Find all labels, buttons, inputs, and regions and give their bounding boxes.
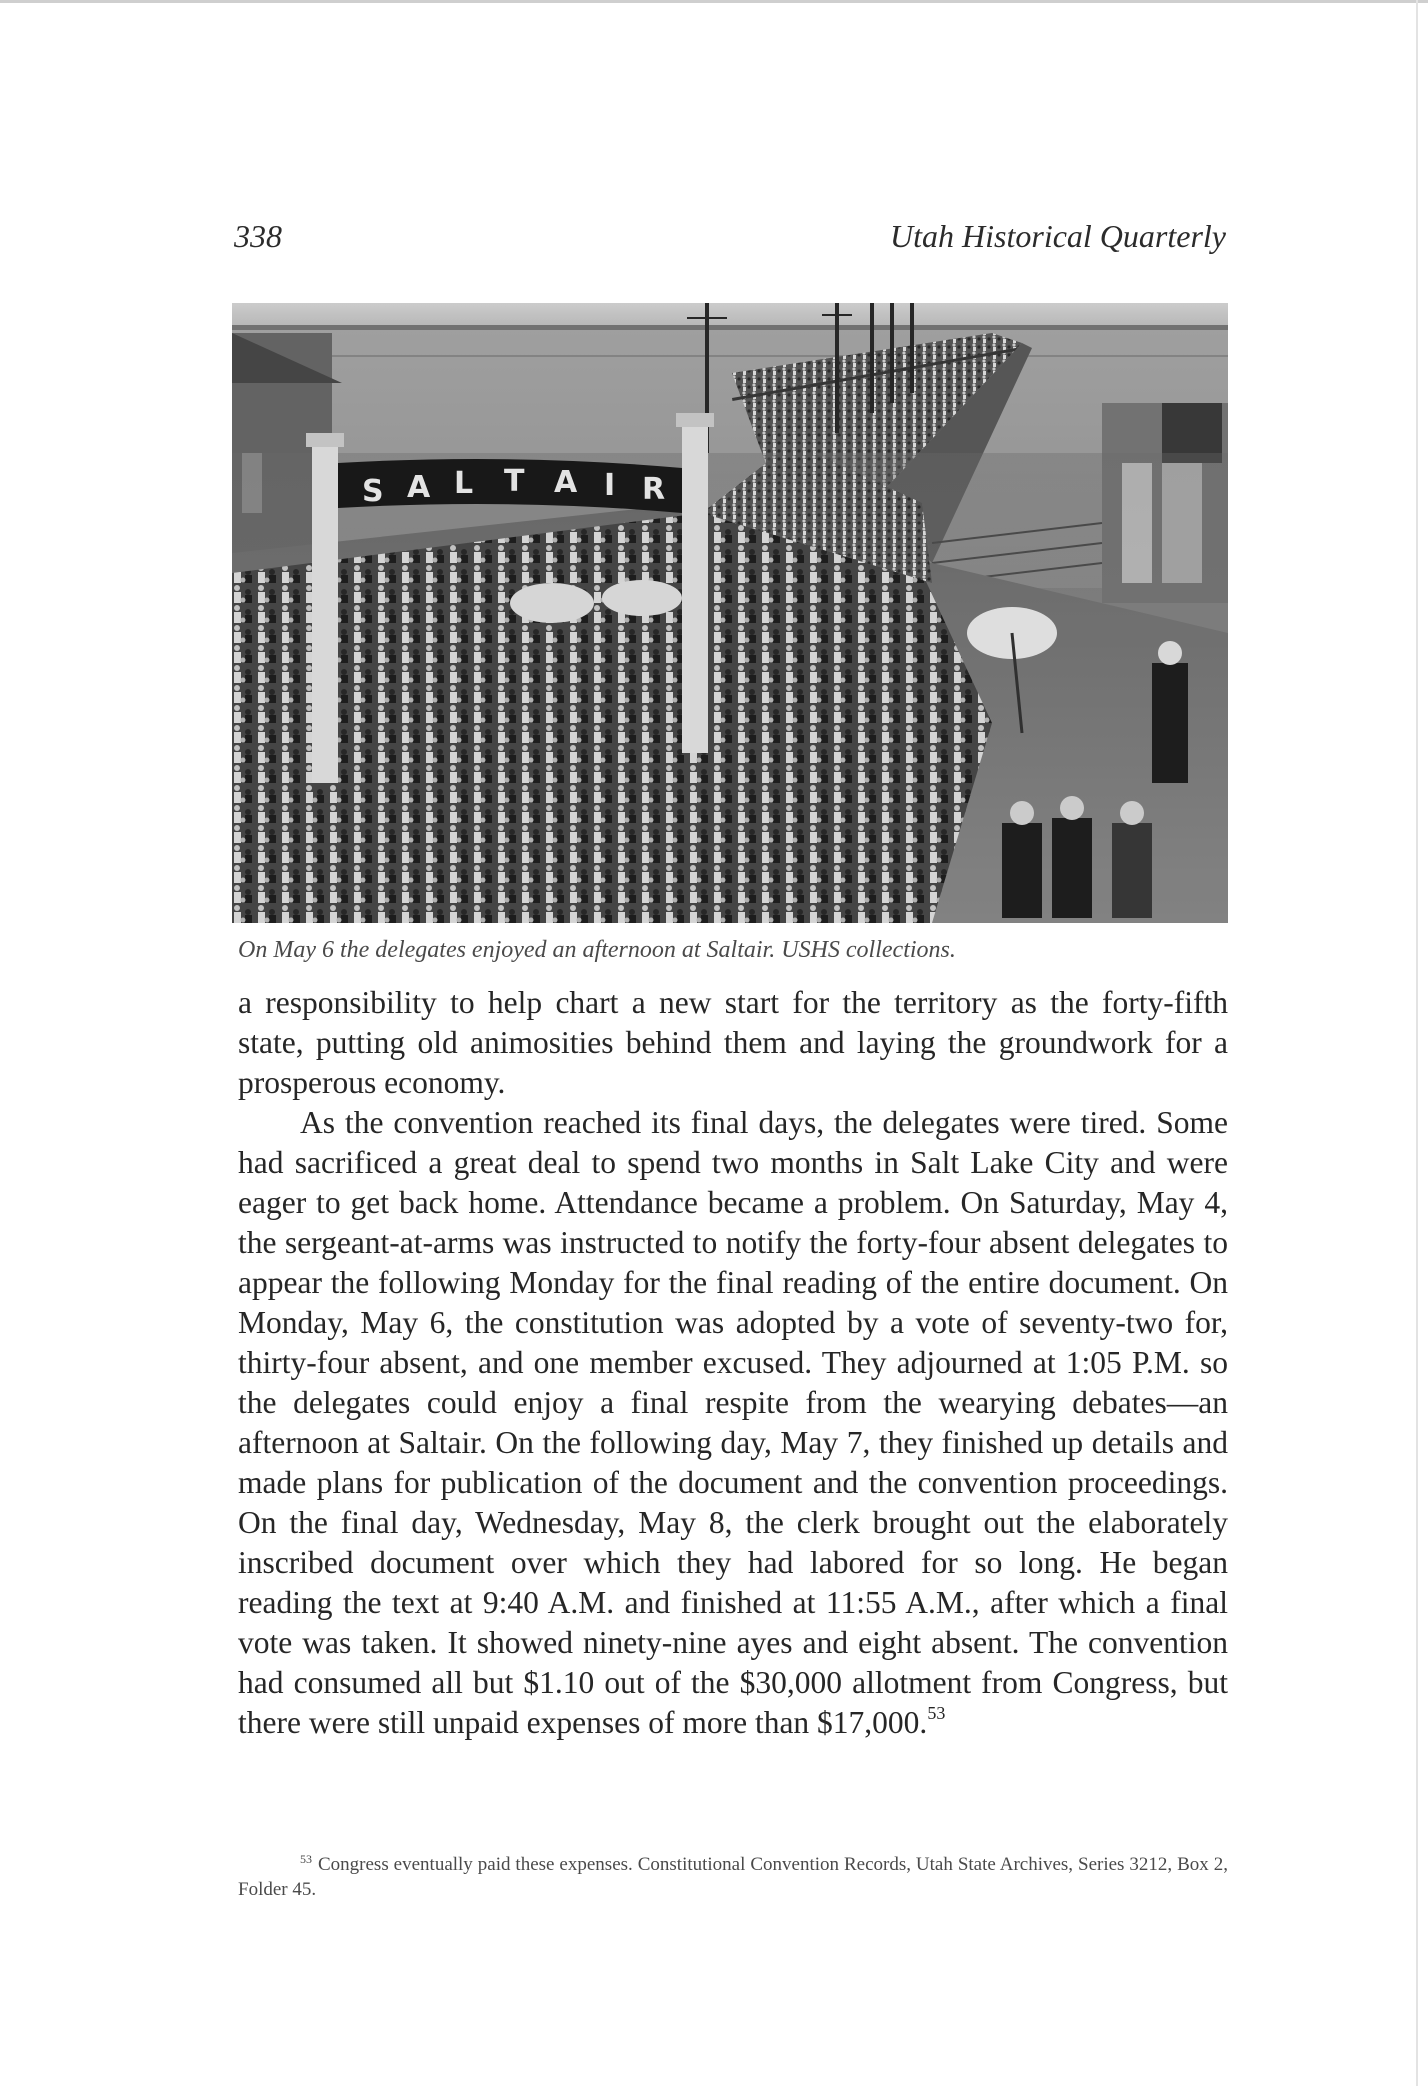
- footnote-text: Congress eventually paid these expenses. Constitutional Convention Records, Utah State Archives, Series 3212, Box 2, Folder 45.: [238, 1854, 1228, 1900]
- page-top-edge: [0, 0, 1428, 3]
- sign-letter-l: L: [454, 466, 474, 501]
- sign-letter-a: A: [407, 470, 431, 505]
- sign-letter-r: R: [642, 472, 666, 507]
- running-header: [234, 218, 1226, 268]
- sign-letter-i: I: [604, 468, 616, 503]
- footnote-reference[interactable]: 53: [927, 1703, 946, 1723]
- page-number: 338: [234, 218, 282, 254]
- sign-letter-s: S: [362, 474, 384, 509]
- sign-letter-t: T: [504, 464, 525, 499]
- journal-title: Utah Historical Quarterly: [890, 218, 1226, 254]
- paragraph-2-text: As the convention reached its final days, the delegates were tired. Some had sacrificed a great deal to spend two months in Salt Lake City and were eager to get back home. Attendance became a problem. On Saturday, May 4, the sergeant-at-arms was instructed to notify the forty-four absent delegates to appear the following Monday for the final reading of the entire document. On Monday, May 6, the constitution was adopted by a vote of seventy-two for, thirty-four absent, and one member excused. They adjourned at 1:05 P.M. so the delegates could enjoy a final respite from the wearying debates—an afternoon at Saltair. On the following day, May 7, they finished up details and made plans for publication of the document and the convention proceedings. On the final day, Wednesday, May 8, the clerk brought out the elaborately inscribed document over which they had labored for so long. He began reading the text at 9:40 A.M. and finished at 11:55 A.M., after which a final vote was taken. It showed ninety-nine ayes and eight absent. The convention had consumed all but $1.10 out of the $30,000 allotment from Congress, but there were still unpaid expenses of more than $17,000.: [238, 1105, 1228, 1740]
- photo-caption: On May 6 the delegates enjoyed an afternoon at Saltair. USHS collections.: [238, 937, 956, 963]
- paragraph-1: a responsibility to help chart a new start for the territory as the forty-fifth state, putting old animosities behind them and laying the groundwork for a prosperous economy.: [238, 985, 1228, 1100]
- footnote-number: 53: [300, 1852, 312, 1866]
- saltair-pier-photograph: [232, 303, 1228, 923]
- paragraph-2: [238, 1103, 1228, 1743]
- article-body: [238, 983, 1228, 1743]
- page-right-edge: [1416, 0, 1418, 2086]
- footnote: [238, 1852, 1228, 1902]
- sign-letter-a2: A: [554, 465, 578, 500]
